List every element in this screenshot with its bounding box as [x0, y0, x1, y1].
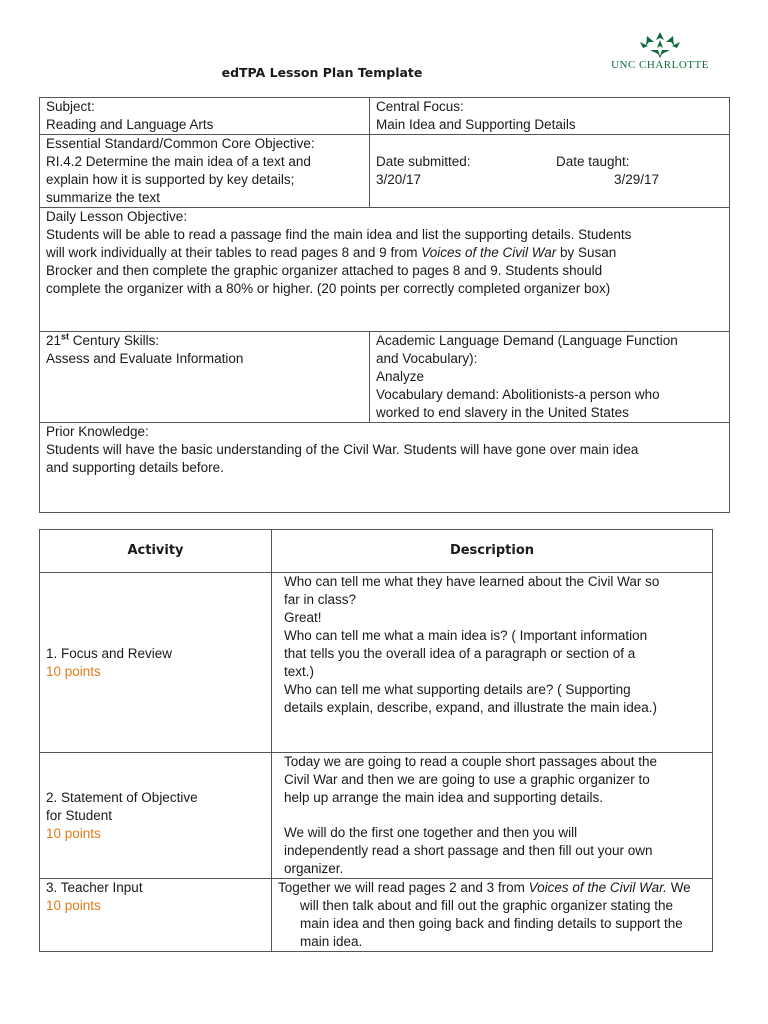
description-line: Who can tell me what a main idea is? ( Important information	[284, 628, 648, 643]
prior-knowledge-line: and supporting details before.	[46, 460, 224, 475]
academic-language-line: Analyze	[376, 369, 425, 384]
century-skills-label: 21st Century Skills:	[46, 331, 160, 348]
description-line: far in class?	[284, 592, 357, 607]
table-row	[40, 753, 713, 879]
description-line: Who can tell me what they have learned about the Civil War so	[284, 574, 660, 589]
central-focus-label: Central Focus:	[376, 99, 464, 114]
century-skills-cell	[40, 332, 370, 423]
document-title: edTPA Lesson Plan Template	[221, 65, 423, 80]
description-line: help up arrange the main idea and supporting details.	[284, 790, 603, 805]
table-header-row	[40, 530, 713, 573]
activity-points: 10 points	[46, 663, 101, 679]
objective-label: Daily Lesson Objective:	[46, 209, 188, 224]
description-line: organizer.	[284, 861, 344, 876]
activity-name: 2. Statement of Objective	[46, 789, 198, 805]
lesson-plan-table	[39, 97, 730, 513]
description-cell	[272, 753, 713, 879]
description-cell	[272, 573, 713, 753]
description-line: Great!	[284, 610, 322, 625]
central-focus-value: Main Idea and Supporting Details	[376, 117, 576, 132]
academic-language-line: Academic Language Demand (Language Function	[376, 333, 678, 348]
description-line: We will do the first one together and then you will	[284, 825, 578, 840]
crown-leaf-icon	[638, 30, 682, 58]
activities-table	[39, 529, 713, 952]
standard-line: summarize the text	[46, 190, 161, 205]
objective-cell	[40, 208, 730, 332]
activity-cell	[40, 573, 272, 753]
subject-cell	[40, 98, 370, 135]
academic-language-line: and Vocabulary):	[376, 351, 478, 366]
teacher-input-text: Together we will read pages 2 and 3 from Voices of the Civil War. We will then talk about and fill out the graphic organizer stating the main idea and then going back and finding details to support the main idea.	[278, 880, 691, 949]
standard-cell	[40, 135, 370, 208]
date-labels	[376, 153, 723, 171]
book-title: Voices of the Civil War	[421, 245, 557, 260]
objective-line: will work individually at their tables to read pages 8 and 9 from Voices of the Civil War by Susan	[46, 245, 617, 260]
activity-name: 1. Focus and Review	[46, 645, 173, 661]
activity-cell	[40, 879, 272, 952]
prior-knowledge-label: Prior Knowledge:	[46, 424, 149, 439]
table-row	[40, 423, 730, 513]
book-title: Voices of the Civil War.	[528, 880, 667, 895]
table-row	[40, 573, 713, 753]
activity-name: 3. Teacher Input	[46, 880, 143, 895]
description-line: that tells you the overall idea of a paragraph or section of a	[284, 646, 636, 661]
standard-label: Essential Standard/Common Core Objective:	[46, 136, 315, 151]
prior-knowledge-line: Students will have the basic understanding of the Civil War. Students will have gone over main idea	[46, 442, 639, 457]
century-skills-value: Assess and Evaluate Information	[46, 351, 244, 366]
objective-line: Students will be able to read a passage find the main idea and list the supporting details. Students	[46, 227, 632, 242]
table-row	[40, 98, 730, 135]
date-submitted-label: Date submitted:	[376, 154, 471, 169]
objective-line: Brocker and then complete the graphic organizer attached to pages 8 and 9. Students should	[46, 263, 603, 278]
activity-column-header: Activity	[40, 530, 272, 573]
date-values	[376, 171, 723, 189]
subject-value: Reading and Language Arts	[46, 117, 214, 132]
description-column-header: Description	[272, 530, 713, 573]
academic-language-line: Vocabulary demand: Abolitionists-a person who	[376, 387, 660, 402]
prior-knowledge-cell	[40, 423, 730, 513]
standard-line: RI.4.2 Determine the main idea of a text and	[46, 154, 311, 169]
standard-line: explain how it is supported by key details;	[46, 172, 295, 187]
activity-cell	[40, 753, 272, 879]
activity-name-continued: for Student	[46, 807, 113, 823]
dates-cell	[370, 135, 730, 208]
logo-text: UNC CHARLOTTE	[611, 59, 709, 71]
subject-label: Subject:	[46, 99, 95, 114]
date-taught-label: Date taught:	[556, 154, 630, 169]
table-row	[40, 135, 730, 208]
academic-language-cell	[370, 332, 730, 423]
date-taught-value: 3/29/17	[614, 172, 660, 187]
academic-language-line: worked to end slavery in the United States	[376, 405, 629, 420]
table-row	[40, 332, 730, 423]
table-row	[40, 879, 713, 952]
description-cell	[272, 879, 713, 952]
description-line: Civil War and then we are going to use a graphic organizer to	[284, 772, 650, 787]
table-row	[40, 208, 730, 332]
description-line: Who can tell me what supporting details are? ( Supporting	[284, 682, 631, 697]
central-focus-cell	[370, 98, 730, 135]
activity-points: 10 points	[46, 825, 101, 841]
description-line: details explain, describe, expand, and illustrate the main idea.)	[284, 700, 657, 715]
description-line: text.)	[284, 664, 315, 679]
description-line: independently read a short passage and then fill out your own	[284, 843, 653, 858]
paragraph-gap	[284, 807, 706, 824]
activity-points: 10 points	[46, 898, 101, 913]
description-line: Today we are going to read a couple short passages about the	[284, 754, 658, 769]
date-submitted-value: 3/20/17	[376, 172, 422, 187]
objective-line: complete the organizer with a 80% or higher. (20 points per correctly completed organizer box)	[46, 281, 611, 296]
